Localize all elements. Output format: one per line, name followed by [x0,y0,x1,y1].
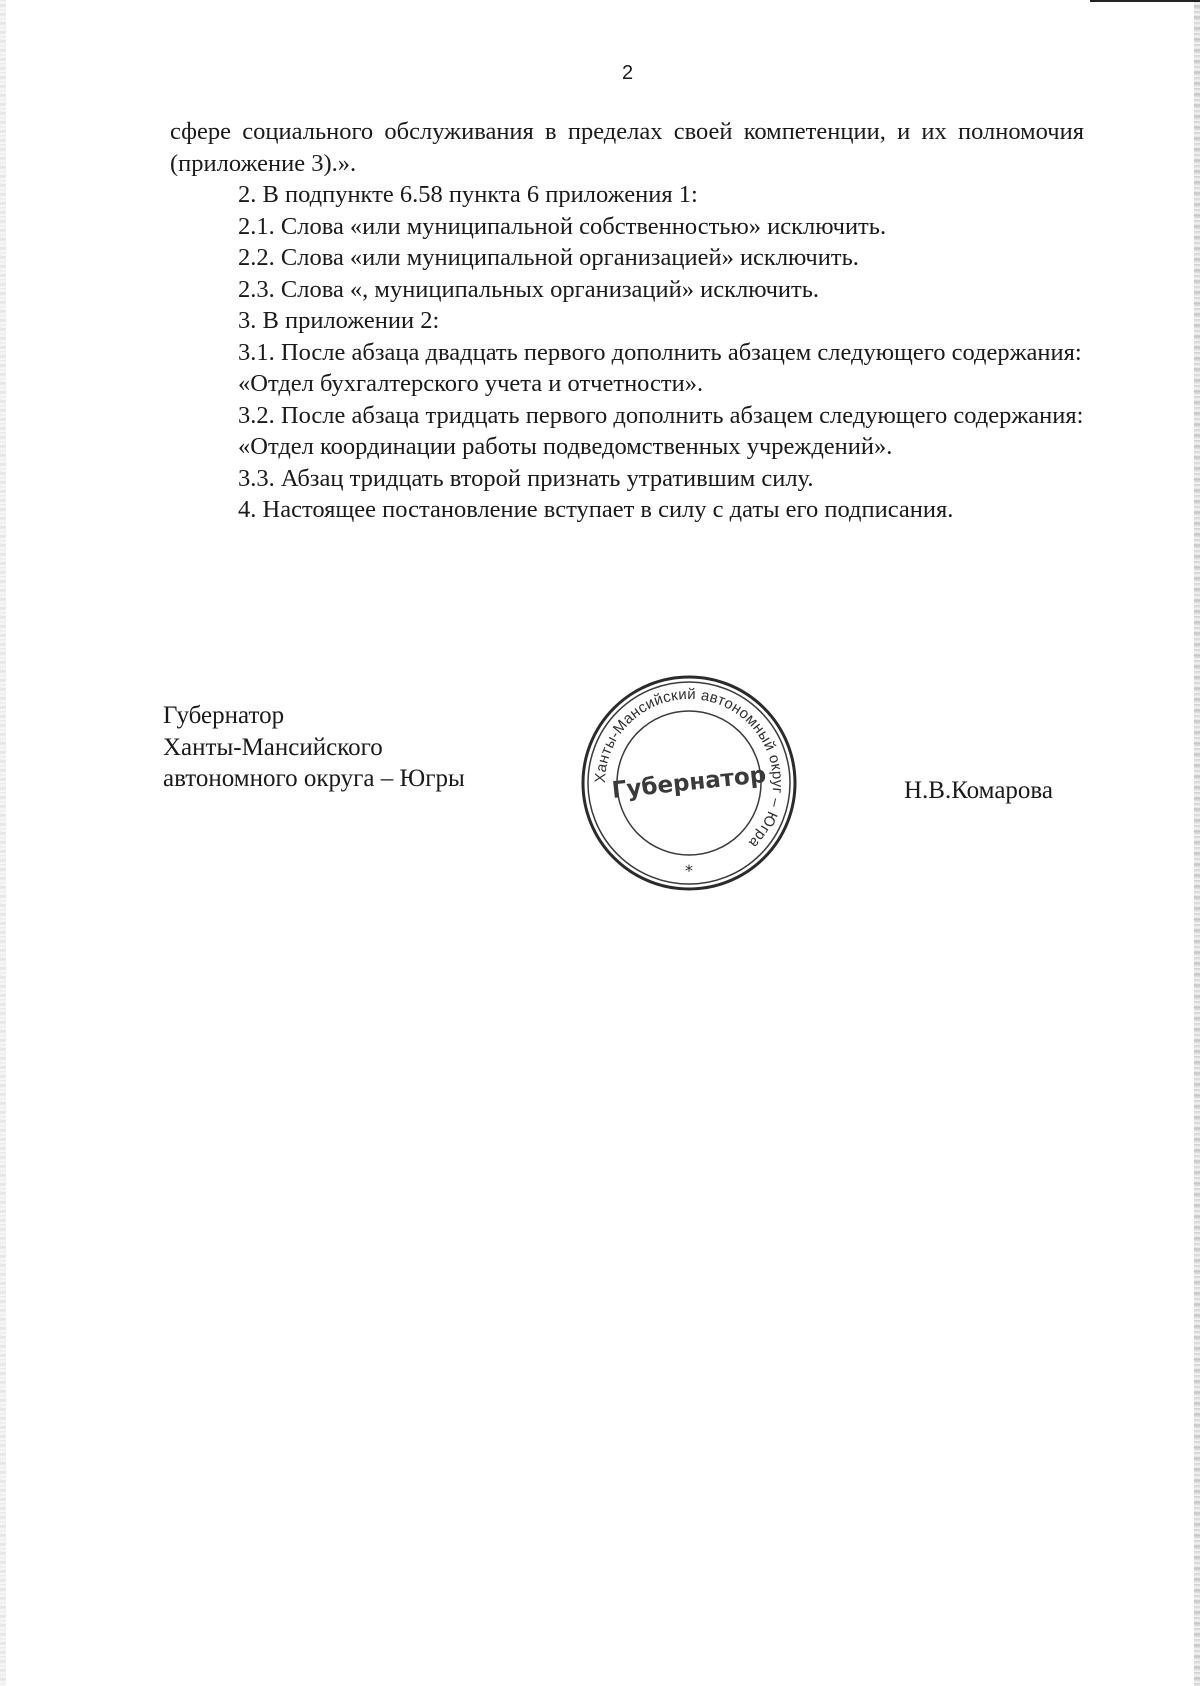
paragraph: 3.3. Абзац тридцать второй признать утратившим силу. [238,464,814,492]
paragraph: 3.2. После абзаца тридцать первого дополнить абзацем следующего содержания: [238,401,1084,429]
official-seal-stamp [578,672,800,894]
stamp-center-text: Губернатор [610,761,768,805]
scan-edge-right [1194,0,1200,1686]
stamp-ring-text: Ханты-Мансийский автономный округ – Югра [591,685,787,852]
signature-position [163,700,465,795]
paragraph: 3.1. После абзаца двадцать первого дополнить абзацем следующего содержания: [238,338,1082,366]
paragraph: 4. Настоящее постановление вступает в силу с даты его подписания. [238,496,954,523]
scan-edge-left [0,0,6,1686]
paragraph: 2. В подпункте 6.58 пункта 6 приложения 1: [238,181,698,208]
paragraph: 3. В приложении 2: [238,307,440,334]
paragraph: «Отдел бухгалтерского учета и отчетности». [238,370,704,397]
signature-position-line: Губернатор [163,702,285,729]
page-number: 2 [621,62,634,84]
stamp-star: * [685,861,693,880]
paragraph: сфере социального обслуживания в пределах своей компетенции, и их полномочия (приложение 3).». [170,118,1084,177]
paragraph: «Отдел координации работы подведомственных учреждений». [238,433,893,460]
paragraph: 2.2. Слова «или муниципальной организацией» исключить. [238,244,859,271]
scan-top-line [1090,0,1200,2]
signature-position-line: автономного округа – Югры [163,765,465,792]
paragraph: 2.3. Слова «, муниципальных организаций» исключить. [238,275,820,303]
signature-position-line: Ханты-Мансийского [163,733,383,761]
paragraph: 2.1. Слова «или муниципальной собственностью» исключить. [238,212,887,240]
document-body [170,116,1084,526]
signer-name: Н.В.Комарова [904,777,1053,804]
